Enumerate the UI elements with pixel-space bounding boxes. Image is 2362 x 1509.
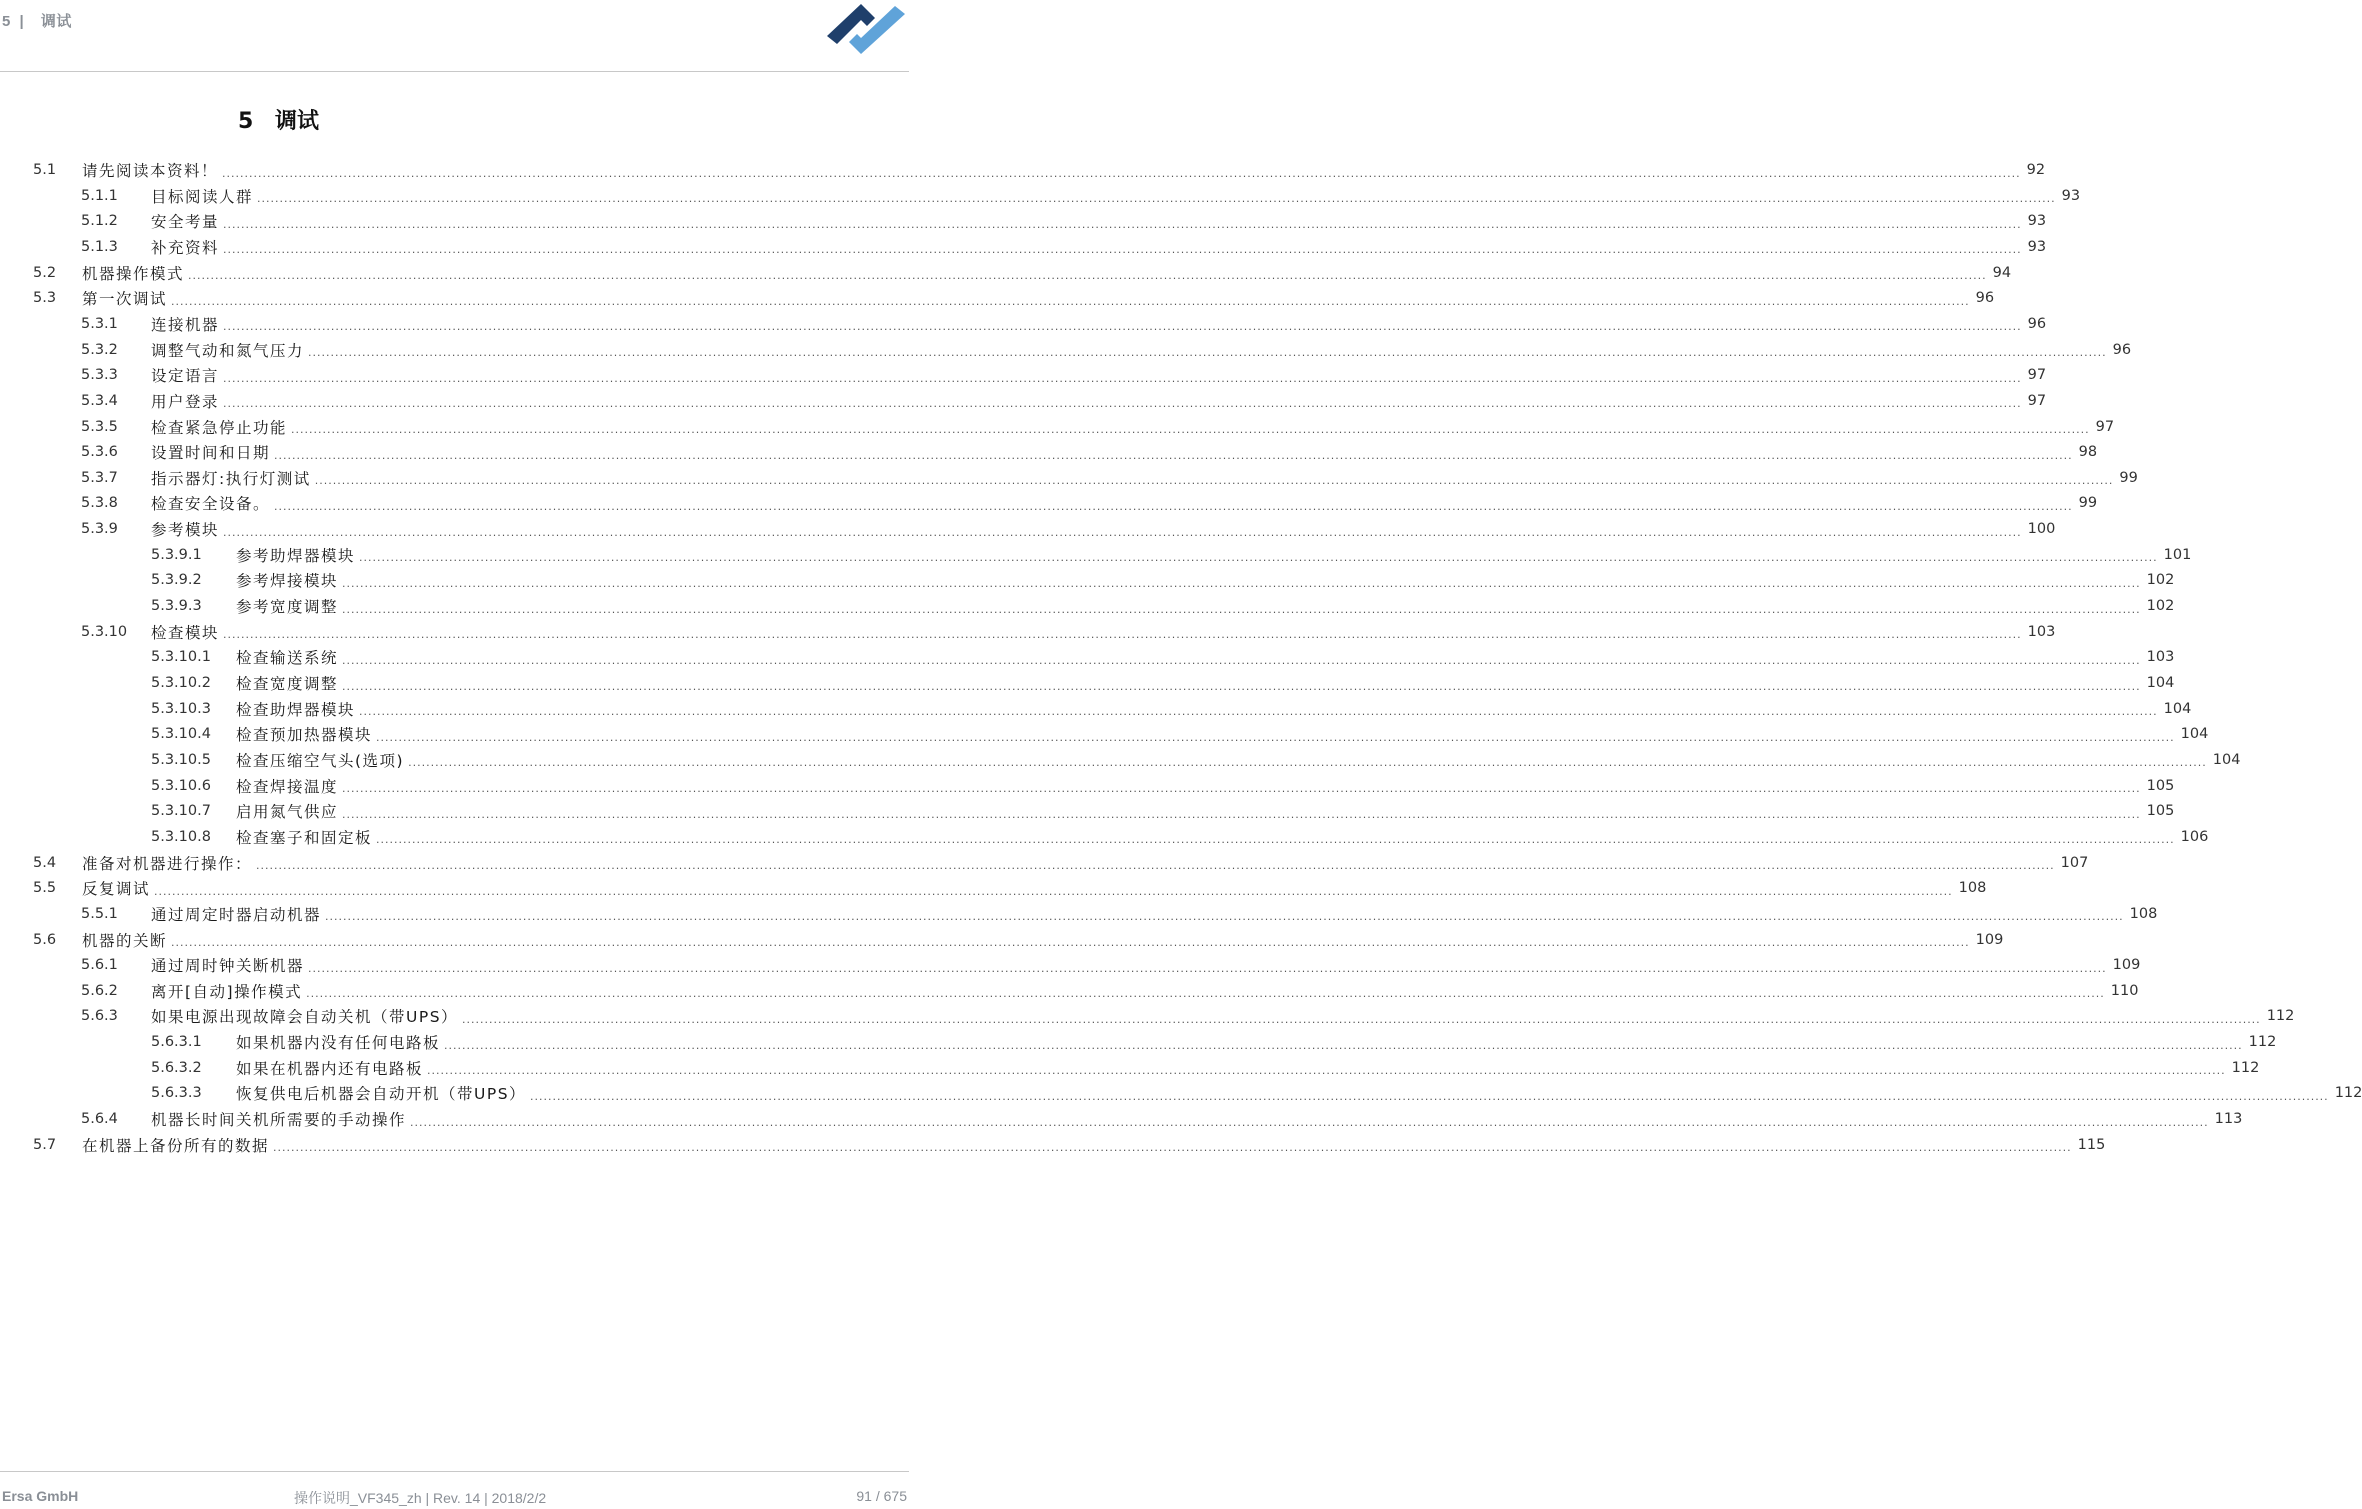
toc-entry-number: 5.3.10.4 bbox=[151, 726, 211, 743]
toc-entry-page: 105 bbox=[2146, 803, 2175, 820]
toc-dot-leader: ................................................................................................................................................................................................................................................................................................................................................................................................................ bbox=[427, 1064, 2226, 1078]
header-chapter bbox=[2, 10, 72, 31]
toc-entry-number: 5.3.10 bbox=[81, 623, 128, 640]
toc-entry-title: 恢复供电后机器会自动开机（带UPS） bbox=[236, 1085, 527, 1104]
toc-entry-number: 5.3.10.6 bbox=[151, 777, 211, 794]
toc-entry[interactable] bbox=[33, 875, 1987, 901]
footer-divider bbox=[0, 1471, 909, 1472]
toc-dot-leader: ................................................................................................................................................................................................................................................................................................................................................................................................................ bbox=[342, 679, 2141, 693]
toc-entry-number: 5.3.9.2 bbox=[151, 572, 202, 589]
toc-dot-leader: ................................................................................................................................................................................................................................................................................................................................................................................................................ bbox=[257, 192, 2056, 206]
toc-entry-number: 5.3.10.1 bbox=[151, 649, 211, 666]
toc-entry-page: 112 bbox=[2334, 1085, 2362, 1102]
toc-dot-leader: ................................................................................................................................................................................................................................................................................................................................................................................................................ bbox=[530, 1089, 2329, 1103]
toc-entry-title: 检查预加热器模块 bbox=[236, 726, 373, 745]
toc-dot-leader: ................................................................................................................................................................................................................................................................................................................................................................................................................ bbox=[306, 987, 2105, 1001]
toc-entry[interactable] bbox=[81, 439, 2098, 465]
toc-dot-leader: ................................................................................................................................................................................................................................................................................................................................................................................................................ bbox=[462, 1012, 2261, 1026]
footer-company: Ersa GmbH bbox=[2, 1488, 79, 1504]
toc-entry-page: 92 bbox=[2026, 162, 2046, 178]
toc-dot-leader: ................................................................................................................................................................................................................................................................................................................................................................................................................ bbox=[223, 397, 2022, 411]
toc-dot-leader: ................................................................................................................................................................................................................................................................................................................................................................................................................ bbox=[342, 807, 2141, 821]
page-title-text: 调试 bbox=[274, 109, 319, 134]
toc-entry-number: 5.6.2 bbox=[81, 982, 118, 999]
toc-dot-leader: ................................................................................................................................................................................................................................................................................................................................................................................................................ bbox=[171, 936, 1970, 949]
toc-entry-number: 5.3.10.8 bbox=[151, 828, 211, 845]
toc-entry-page: 93 bbox=[2027, 238, 2047, 255]
toc-entry[interactable] bbox=[151, 567, 2175, 593]
toc-entry-number: 5.3.10.7 bbox=[151, 803, 211, 820]
toc-entry[interactable] bbox=[81, 337, 2132, 363]
toc-entry-page: 104 bbox=[2180, 726, 2209, 743]
toc-entry-number: 5.1.3 bbox=[81, 238, 118, 255]
toc-entry-page: 104 bbox=[2212, 751, 2241, 768]
toc-entry-number: 5.6.3 bbox=[81, 1008, 118, 1025]
toc-entry-title: 离开[自动]操作模式 bbox=[151, 982, 303, 1001]
toc-entry[interactable] bbox=[81, 234, 2047, 260]
toc-entry[interactable] bbox=[81, 362, 2047, 388]
toc-entry[interactable] bbox=[151, 1029, 2277, 1055]
toc-entry-title: 调整气动和氮气压力 bbox=[151, 341, 305, 360]
toc-entry-page: 96 bbox=[1975, 290, 1995, 307]
footer-page-number: 91 / 675 bbox=[856, 1488, 907, 1504]
toc-entry[interactable] bbox=[81, 414, 2115, 440]
toc-entry-page: 96 bbox=[2112, 341, 2132, 358]
toc-entry[interactable] bbox=[81, 1003, 2295, 1029]
toc-entry-number: 5.3.3 bbox=[81, 367, 118, 384]
toc-entry-title: 设置时间和日期 bbox=[151, 444, 271, 463]
toc-entry-page: 94 bbox=[1992, 264, 2012, 281]
toc-entry-title: 检查焊接温度 bbox=[236, 777, 339, 796]
toc-dot-leader: ................................................................................................................................................................................................................................................................................................................................................................................................................ bbox=[342, 602, 2141, 616]
toc-entry-page: 101 bbox=[2163, 546, 2192, 563]
toc-entry[interactable] bbox=[81, 952, 2141, 978]
header-divider bbox=[0, 71, 909, 72]
toc-dot-leader: ................................................................................................................................................................................................................................................................................................................................................................................................................ bbox=[314, 474, 2114, 488]
toc-entry-number: 5.6 bbox=[33, 931, 57, 948]
toc-entry-number: 5.2 bbox=[33, 264, 57, 281]
toc-entry-number: 5.3.6 bbox=[81, 444, 118, 461]
toc-entry[interactable] bbox=[81, 183, 2081, 209]
toc-entry[interactable] bbox=[81, 901, 2158, 927]
toc-dot-leader: ................................................................................................................................................................................................................................................................................................................................................................................................................ bbox=[154, 884, 1953, 898]
toc-entry[interactable] bbox=[151, 696, 2192, 722]
toc-entry-title: 参考宽度调整 bbox=[236, 598, 339, 617]
header-chapter-title: 调试 bbox=[40, 13, 72, 30]
toc-dot-leader: ................................................................................................................................................................................................................................................................................................................................................................................................................ bbox=[223, 243, 2022, 257]
toc-entry-page: 96 bbox=[2027, 315, 2047, 332]
toc-dot-leader: ................................................................................................................................................................................................................................................................................................................................................................................................................ bbox=[256, 859, 2055, 873]
toc-entry[interactable] bbox=[151, 593, 2175, 619]
toc-entry[interactable] bbox=[151, 773, 2175, 799]
toc-entry-title: 检查紧急停止功能 bbox=[151, 418, 288, 437]
toc-entry[interactable] bbox=[33, 157, 2046, 183]
toc-entry-number: 5.6.1 bbox=[81, 957, 118, 974]
toc-dot-leader: ................................................................................................................................................................................................................................................................................................................................................................................................................ bbox=[444, 1038, 2243, 1052]
toc-entry-number: 5.3.4 bbox=[81, 392, 118, 409]
toc-entry-title: 参考模块 bbox=[151, 521, 220, 540]
toc-entry-page: 113 bbox=[2214, 1111, 2243, 1128]
toc-entry-title: 补充资料 bbox=[151, 238, 220, 257]
toc-entry-title: 指示器灯:执行灯测试 bbox=[151, 469, 311, 488]
toc-entry[interactable] bbox=[81, 490, 2098, 516]
toc-entry-number: 5.6.3.2 bbox=[151, 1059, 202, 1076]
toc-dot-leader: ................................................................................................................................................................................................................................................................................................................................................................................................................ bbox=[223, 371, 2022, 385]
toc-entry-page: 107 bbox=[2060, 854, 2089, 871]
toc-entry-page: 103 bbox=[2027, 623, 2056, 640]
toc-dot-leader: ................................................................................................................................................................................................................................................................................................................................................................................................................ bbox=[223, 320, 2022, 334]
toc-entry-number: 5.3.9.3 bbox=[151, 598, 202, 615]
toc-entry-page: 97 bbox=[2027, 392, 2047, 409]
toc-entry-page: 97 bbox=[2095, 418, 2115, 435]
toc-entry-page: 112 bbox=[2231, 1059, 2260, 1076]
toc-entry-number: 5.6.3.1 bbox=[151, 1034, 202, 1051]
toc-dot-leader: ................................................................................................................................................................................................................................................................................................................................................................................................................ bbox=[359, 705, 2158, 719]
toc-entry-number: 5.3 bbox=[33, 290, 57, 307]
toc-entry-number: 5.3.5 bbox=[81, 418, 118, 435]
toc-entry-page: 109 bbox=[1975, 931, 2004, 948]
toc-entry-title: 用户登录 bbox=[151, 392, 220, 411]
toc-entry-page: 93 bbox=[2027, 213, 2047, 230]
toc-entry-number: 5.1 bbox=[33, 162, 57, 178]
toc-entry-page: 112 bbox=[2266, 1008, 2295, 1025]
toc-entry-number: 5.3.1 bbox=[81, 315, 118, 332]
toc-entry-title: 如果电源出现故障会自动关机（带UPS） bbox=[151, 1008, 459, 1027]
toc-entry-title: 目标阅读人群 bbox=[151, 187, 254, 206]
toc-entry-title: 通过周定时器启动机器 bbox=[151, 905, 322, 924]
toc-entry-page: 100 bbox=[2027, 521, 2056, 538]
toc-entry-page: 106 bbox=[2180, 828, 2209, 845]
toc-entry[interactable] bbox=[151, 1080, 2362, 1106]
toc-dot-leader: ................................................................................................................................................................................................................................................................................................................................................................................................................ bbox=[376, 730, 2175, 744]
toc-entry[interactable] bbox=[81, 619, 2056, 645]
toc-entry-title: 参考助焊器模块 bbox=[236, 546, 356, 565]
toc-entry-title: 检查宽度调整 bbox=[236, 675, 339, 693]
toc-entry-number: 5.4 bbox=[33, 854, 57, 871]
toc-entry-title: 检查安全设备。 bbox=[151, 495, 271, 514]
toc-entry[interactable] bbox=[81, 208, 2047, 234]
toc-entry-page: 108 bbox=[1958, 880, 1987, 897]
toc-entry[interactable] bbox=[33, 260, 2012, 286]
page-title bbox=[238, 104, 319, 135]
toc-dot-leader: ................................................................................................................................................................................................................................................................................................................................................................................................................ bbox=[342, 653, 2141, 667]
toc-dot-leader: ................................................................................................................................................................................................................................................................................................................................................................................................................ bbox=[359, 551, 2158, 565]
toc-entry-number: 5.7 bbox=[33, 1136, 57, 1153]
toc-dot-leader: ................................................................................................................................................................................................................................................................................................................................................................................................................ bbox=[376, 833, 2175, 847]
toc-entry[interactable] bbox=[151, 542, 2192, 568]
toc-entry-title: 检查模块 bbox=[151, 623, 220, 642]
toc-entry[interactable] bbox=[151, 644, 2175, 670]
toc-entry-page: 93 bbox=[2061, 187, 2081, 204]
toc-entry-page: 105 bbox=[2146, 777, 2175, 794]
toc-entry-page: 99 bbox=[2119, 469, 2138, 486]
toc-entry-page: 102 bbox=[2146, 572, 2175, 589]
toc-entry-title: 准备对机器进行操作： bbox=[82, 854, 253, 873]
toc-entry-number: 5.3.9 bbox=[81, 521, 118, 538]
toc-entry-title: 机器操作模式 bbox=[82, 264, 185, 283]
toc-dot-leader: ................................................................................................................................................................................................................................................................................................................................................................................................................ bbox=[308, 346, 2107, 360]
toc-entry-title: 检查压缩空气头(选项) bbox=[236, 751, 405, 770]
toc-entry-page: 112 bbox=[2248, 1034, 2277, 1051]
toc-dot-leader: ................................................................................................................................................................................................................................................................................................................................................................................................................ bbox=[223, 628, 2022, 642]
toc-entry-page: 115 bbox=[2077, 1136, 2106, 1153]
toc-dot-leader: ................................................................................................................................................................................................................................................................................................................................................................................................................ bbox=[171, 294, 1970, 308]
toc-entry-number: 5.3.10.5 bbox=[151, 751, 211, 768]
toc-entry-title: 参考焊接模块 bbox=[236, 572, 339, 591]
toc-entry-page: 109 bbox=[2112, 957, 2141, 974]
toc-entry-number: 5.5.1 bbox=[81, 905, 118, 922]
toc-entry-title: 请先阅读本资料！ bbox=[82, 162, 219, 180]
toc-entry-number: 5.3.7 bbox=[81, 469, 118, 486]
toc-entry-page: 104 bbox=[2146, 675, 2175, 691]
toc-entry[interactable] bbox=[81, 465, 2138, 491]
toc-entry[interactable] bbox=[151, 721, 2209, 747]
toc-entry-title: 通过周时钟关断机器 bbox=[151, 957, 305, 976]
toc-entry-title: 第一次调试 bbox=[82, 290, 168, 309]
toc-entry[interactable] bbox=[151, 824, 2209, 850]
toc-entry-page: 110 bbox=[2110, 982, 2139, 999]
toc-entry[interactable] bbox=[81, 311, 2047, 337]
toc-entry-title: 检查助焊器模块 bbox=[236, 700, 356, 719]
toc-entry-page: 104 bbox=[2163, 700, 2192, 717]
toc-dot-leader: ................................................................................................................................................................................................................................................................................................................................................................................................................ bbox=[308, 961, 2107, 975]
toc-entry-page: 97 bbox=[2027, 367, 2047, 384]
toc-entry-title: 反复调试 bbox=[82, 880, 151, 899]
toc-dot-leader: ................................................................................................................................................................................................................................................................................................................................................................................................................ bbox=[274, 499, 2073, 513]
toc-dot-leader: ................................................................................................................................................................................................................................................................................................................................................................................................................ bbox=[291, 423, 2090, 436]
toc-dot-leader: ................................................................................................................................................................................................................................................................................................................................................................................................................ bbox=[325, 910, 2124, 924]
toc-entry[interactable] bbox=[151, 670, 2175, 696]
toc-dot-leader: ................................................................................................................................................................................................................................................................................................................................................................................................................ bbox=[410, 1115, 2209, 1129]
toc-entry-title: 如果在机器内还有电路板 bbox=[236, 1059, 424, 1078]
footer-document-info: 操作说明_VF345_zh | Rev. 14 | 2018/2/2 bbox=[294, 1490, 547, 1506]
toc-dot-leader: ................................................................................................................................................................................................................................................................................................................................................................................................................ bbox=[273, 1141, 2072, 1155]
header-separator: | bbox=[19, 13, 25, 30]
toc-entry-page: 103 bbox=[2146, 649, 2175, 666]
toc-entry[interactable] bbox=[151, 1055, 2260, 1081]
toc-entry-number: 5.6.4 bbox=[81, 1111, 118, 1128]
toc-dot-leader: ................................................................................................................................................................................................................................................................................................................................................................................................................ bbox=[222, 166, 2021, 180]
toc-entry[interactable] bbox=[81, 1106, 2243, 1132]
toc-entry-number: 5.3.9.1 bbox=[151, 546, 202, 563]
toc-entry-page: 102 bbox=[2146, 598, 2175, 615]
toc-entry-title: 机器长时间关机所需要的手动操作 bbox=[151, 1111, 407, 1130]
toc-entry-title: 如果机器内没有任何电路板 bbox=[236, 1034, 441, 1053]
toc-entry-title: 启用氮气供应 bbox=[236, 803, 339, 822]
toc-entry-page: 98 bbox=[2078, 444, 2098, 461]
toc-dot-leader: ................................................................................................................................................................................................................................................................................................................................................................................................................ bbox=[223, 217, 2022, 231]
toc-entry-number: 5.1.2 bbox=[81, 213, 118, 230]
toc-entry-number: 5.6.3.3 bbox=[151, 1085, 202, 1102]
toc-entry[interactable] bbox=[81, 388, 2047, 414]
toc-entry-page: 108 bbox=[2129, 905, 2158, 922]
toc-entry[interactable] bbox=[33, 850, 2089, 876]
toc-entry-title: 机器的关断 bbox=[82, 931, 168, 950]
toc-entry-number: 5.5 bbox=[33, 880, 57, 897]
page-title-number: 5 bbox=[238, 109, 254, 134]
toc-entry-title: 设定语言 bbox=[151, 367, 220, 386]
toc-entry[interactable] bbox=[81, 978, 2139, 1004]
page-header bbox=[0, 0, 909, 72]
toc-entry-title: 连接机器 bbox=[151, 315, 220, 334]
toc-entry[interactable] bbox=[33, 1132, 2106, 1158]
toc-entry-page: 99 bbox=[2078, 495, 2098, 512]
toc-entry-number: 5.3.8 bbox=[81, 495, 118, 512]
toc-entry-title: 检查塞子和固定板 bbox=[236, 828, 373, 847]
toc-dot-leader: ................................................................................................................................................................................................................................................................................................................................................................................................................ bbox=[342, 782, 2141, 796]
toc-entry-number: 5.1.1 bbox=[81, 187, 118, 204]
toc-entry-title: 检查输送系统 bbox=[236, 649, 339, 668]
ersa-logo-icon bbox=[813, 0, 909, 62]
toc-entry-number: 5.3.10.3 bbox=[151, 700, 211, 717]
toc-entry-number: 5.3.2 bbox=[81, 341, 118, 358]
toc-entry-title: 在机器上备份所有的数据 bbox=[82, 1136, 270, 1155]
toc-entry[interactable] bbox=[151, 747, 2241, 773]
toc-dot-leader: ................................................................................................................................................................................................................................................................................................................................................................................................................ bbox=[408, 756, 2207, 770]
toc-dot-leader: ................................................................................................................................................................................................................................................................................................................................................................................................................ bbox=[223, 525, 2022, 539]
toc-entry[interactable] bbox=[33, 285, 1995, 311]
toc-dot-leader: ................................................................................................................................................................................................................................................................................................................................................................................................................ bbox=[342, 576, 2141, 590]
toc-entry[interactable] bbox=[151, 798, 2175, 824]
toc-dot-leader: ................................................................................................................................................................................................................................................................................................................................................................................................................ bbox=[188, 269, 1987, 283]
toc-entry[interactable] bbox=[33, 927, 2004, 953]
header-chapter-number: 5 bbox=[2, 13, 11, 30]
toc-dot-leader: ................................................................................................................................................................................................................................................................................................................................................................................................................ bbox=[274, 448, 2073, 462]
toc-entry[interactable] bbox=[81, 516, 2056, 542]
toc-entry-number: 5.3.10.2 bbox=[151, 675, 211, 691]
toc-entry-title: 安全考量 bbox=[151, 213, 220, 232]
